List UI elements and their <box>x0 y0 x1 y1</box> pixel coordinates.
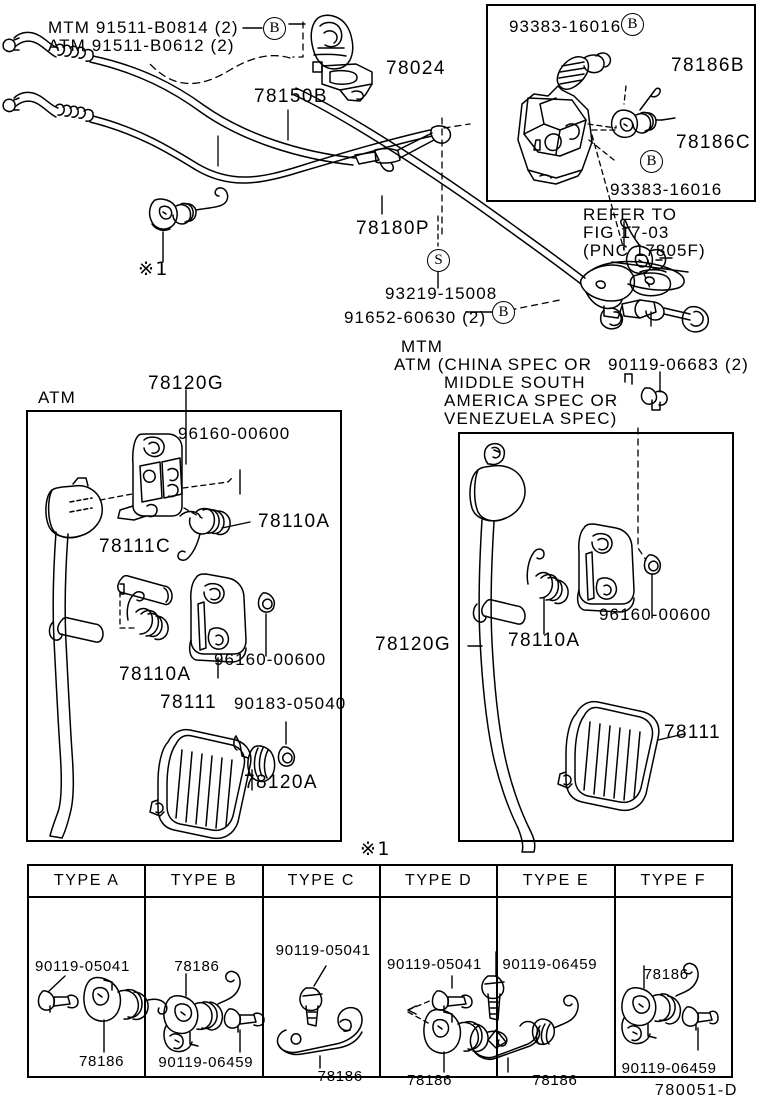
cell-c-upper-label: 90119-05041 <box>275 942 371 959</box>
label-atm-note-4: VENEZUELA SPEC) <box>444 409 618 428</box>
table-body-row <box>29 898 731 1089</box>
table-cell-type-c <box>264 898 381 1085</box>
table-header-row <box>29 866 731 898</box>
cell-b-lower-label: 90119-06459 <box>158 1054 254 1071</box>
label-78120g-right: 78120G <box>375 634 452 655</box>
table-cell-type-a <box>29 898 146 1076</box>
cell-d-upper-label: 90119-05041 <box>386 956 482 973</box>
table-cell-type-e <box>498 898 615 1089</box>
label-78110a-lower: 78110A <box>119 664 192 685</box>
circle-s-badge: S <box>427 249 450 272</box>
table-header-type-a: TYPE A <box>29 866 146 896</box>
label-78150b: 78150B <box>254 86 328 107</box>
label-78180p: 78180P <box>356 218 430 239</box>
table-header-type-b: TYPE B <box>146 866 263 896</box>
label-90183-05040: 90183-05040 <box>234 694 347 713</box>
cell-f-upper-label: 78186 <box>643 966 689 983</box>
label-box-left-title: ATM <box>38 388 76 407</box>
label-91652-60630: 91652-60630 (2) <box>344 308 487 327</box>
circle-b-badge-2: B <box>492 301 515 324</box>
label-93219-15008: 93219-15008 <box>385 284 498 303</box>
table-header-type-e: TYPE E <box>498 866 615 896</box>
asterisk-marker-2: ※1 <box>360 838 391 860</box>
table-cell-type-d <box>381 898 498 1089</box>
asterisk-marker-1: ※1 <box>138 258 169 280</box>
cell-a-upper-label: 90119-05041 <box>35 958 131 975</box>
cell-a-lower-label: 78186 <box>79 1053 125 1070</box>
label-atm-note-2: MIDDLE SOUTH <box>444 373 586 392</box>
label-78024: 78024 <box>386 58 446 79</box>
box-mtm-pedal-assembly <box>458 432 734 842</box>
label-78111-left: 78111 <box>160 692 218 713</box>
circle-b-badge-inset-top: B <box>621 13 644 36</box>
label-96160-00600-right: 96160-00600 <box>599 605 712 624</box>
table-cell-type-f <box>616 898 731 1076</box>
label-93383-16016-top: 93383-16016 <box>509 17 622 36</box>
cell-d-lower-label: 78186 <box>406 1072 453 1089</box>
label-78120a: 78120A <box>244 772 318 793</box>
type-variant-table <box>27 864 733 1089</box>
circle-b-badge-inset-bottom: B <box>640 150 663 173</box>
label-refer-to-line1: REFER TO <box>583 205 678 224</box>
label-78186c: 78186C <box>676 132 751 153</box>
label-refer-to-line3: (PNC 17805F) <box>583 241 706 260</box>
label-mtm-note: MTM <box>401 337 444 356</box>
label-78110a-right: 78110A <box>508 630 581 651</box>
label-78111c: 78111C <box>99 536 172 557</box>
label-96160-00600-top: 96160-00600 <box>178 424 291 443</box>
label-78186b: 78186B <box>671 55 745 76</box>
label-atm-note-1: ATM (CHINA SPEC OR <box>394 355 593 374</box>
label-96160-00600-bottom: 96160-00600 <box>214 650 327 669</box>
label-93383-16016-bottom: 93383-16016 <box>610 180 723 199</box>
cell-b-upper-label: 78186 <box>174 958 220 975</box>
table-cell-type-b <box>146 898 263 1076</box>
label-mtm-bolt: MTM 91511-B0814 (2) <box>48 18 239 37</box>
table-header-type-d: TYPE D <box>381 866 498 896</box>
label-atm-note-3: AMERICA SPEC OR <box>444 391 619 410</box>
circle-b-badge-1: B <box>263 17 286 40</box>
label-78120g-left: 78120G <box>148 373 225 394</box>
cell-e-upper-label: 90119-06459 <box>502 956 598 973</box>
label-atm-bolt: ATM 91511-B0612 (2) <box>48 36 235 55</box>
cell-c-lower-label: 78186 <box>317 1068 363 1085</box>
cell-e-lower-label: 78186 <box>532 1072 578 1089</box>
label-refer-to-line2: FIG 17-03 <box>583 223 670 242</box>
table-header-type-c: TYPE C <box>264 866 381 896</box>
table-header-type-f: TYPE F <box>640 872 707 889</box>
cell-f-lower-label: 90119-06459 <box>621 1060 717 1077</box>
label-78110a-upper: 78110A <box>258 511 331 532</box>
figure-code: 780051-D <box>654 1082 738 1099</box>
label-90119-06683: 90119-06683 (2) <box>608 355 749 374</box>
label-78111-right: 78111 <box>664 722 722 743</box>
